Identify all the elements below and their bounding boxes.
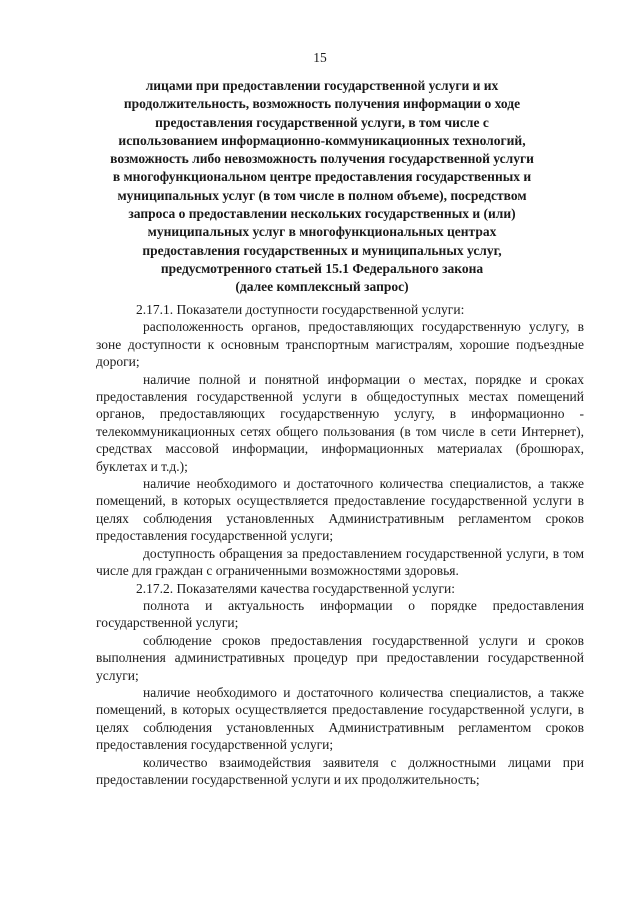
heading-line: возможность либо невозможность получения государственной услуги bbox=[110, 151, 534, 167]
page-number: 15 bbox=[313, 50, 327, 65]
paragraph: количество взаимодействия заявителя с должностными лицами при предоставлении государственной услуги и их продолжительность; bbox=[96, 754, 584, 787]
paragraph: наличие необходимого и достаточного количества специалистов, а также помещений, в которых осуществляется предоставление государственной услуги в целях соблюдения установленных Административным регламентом сроков предоставления государственной услуги; bbox=[96, 476, 584, 544]
heading-line: предоставления государственных и муниципальных услуг, bbox=[142, 242, 502, 258]
paragraph: доступность обращения за предоставлением государственной услуги, в том числе для граждан с ограниченными возможностями здоровья. bbox=[96, 545, 584, 579]
subsection-title: 2.17.1. Показатели доступности государственной услуги: bbox=[136, 302, 465, 317]
paragraph: соблюдение сроков предоставления государственной услуги и сроков выполнения административных процедур при предоставлении государственной услуги; bbox=[96, 632, 584, 683]
paragraph: наличие необходимого и достаточного количества специалистов, а также помещений, в которых осуществляется предоставление государственной услуги, в целях соблюдения установленных Административным регламентом сроков предоставления государственной услуги; bbox=[96, 684, 584, 753]
heading-line: лицами при предоставлении государственной услуги и их bbox=[145, 78, 499, 93]
subsection-title: 2.17.2. Показателями качества государственной услуги: bbox=[136, 580, 456, 596]
heading-line: (далее комплексный запрос) bbox=[235, 279, 409, 295]
heading-line: муниципальных услуг (в том числе в полном объеме), посредством bbox=[117, 187, 527, 203]
heading-line: использованием информационно-коммуникационных технологий, bbox=[118, 132, 526, 148]
paragraph: расположенность органов, предоставляющих государственную услугу, в зоне доступности к основным транспортным магистралям, хорошие подъездные дороги; bbox=[96, 319, 584, 370]
paragraph: полнота и актуальность информации о порядке предоставления государственной услуги; bbox=[96, 597, 584, 631]
heading-line: запроса о предоставлении нескольких государственных и (или) bbox=[128, 206, 516, 222]
document-body bbox=[96, 301, 584, 788]
heading-line: в многофункциональном центре предоставления государственных и bbox=[112, 169, 532, 185]
heading-line: предоставления государственной услуги, в том числе с bbox=[155, 114, 489, 130]
heading-line: муниципальных услуг в многофункциональных центрах bbox=[147, 224, 497, 240]
heading-line: предусмотренного статьей 15.1 Федерального закона bbox=[160, 260, 484, 276]
section-heading bbox=[92, 77, 552, 297]
paragraph: наличие полной и понятной информации о местах, порядке и сроках предоставления государственной услуги в общедоступных местах помещений органов, предоставляющих государственную услугу, в информационно - телекоммуникационных сетях общего пользования (в том числе в сети Интернет), средствах массовой информации, информационных материалах (брошюрах, буклетах и т.д.); bbox=[96, 371, 584, 474]
heading-line: продолжительность, возможность получения информации о ходе bbox=[123, 96, 521, 112]
